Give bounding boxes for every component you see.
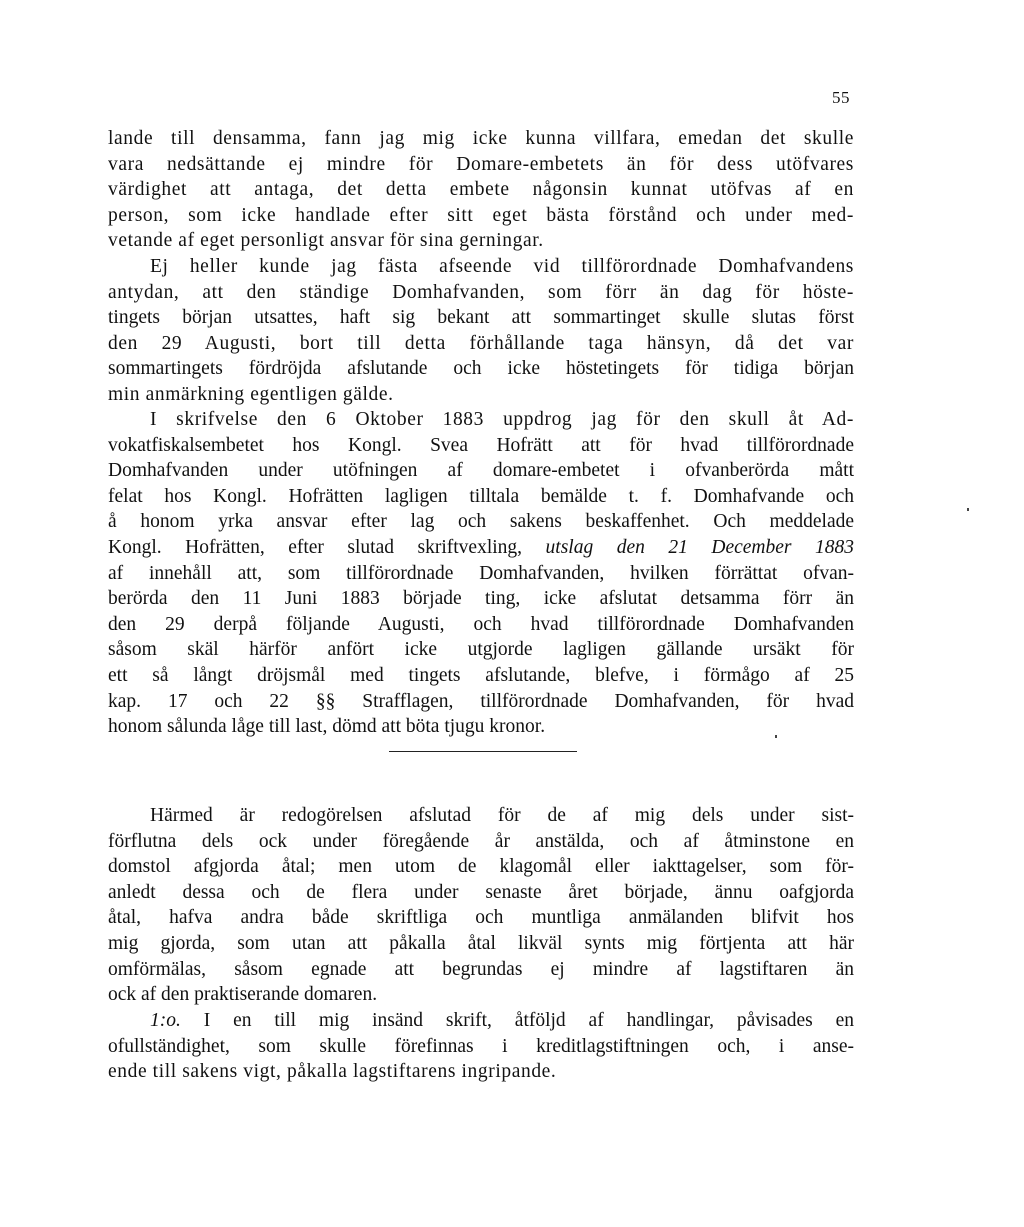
text-line: vokatfiskalsembetet hos Kongl. Svea Hofrätt att för hvad tillförordnade [108,434,854,456]
text-line: af innehåll att, som tillförordnade Domhafvanden, hvilken förrättat ofvan- [108,562,854,584]
text-line: lande till densamma, fann jag mig icke kunna villfara, emedan det skulle [108,128,854,149]
text-line: berörda den 11 Juni 1883 började ting, icke afslutat detsamma förr än [108,588,854,610]
text-line: såsom skäl härför anfört icke utgjorde lagligen gällande ursäkt för [108,639,854,661]
paragraph-continuation [108,126,854,254]
text-line: förflutna dels ock under föregående år anstälda, och af åtminstone en [108,830,854,852]
text-line: den 29 derpå följande Augusti, och hvad tillförordnade Domhafvanden [108,613,854,635]
text-line: anledt dessa och de flera under senaste året började, ännu oafgjorda [108,881,854,903]
paragraph-item-1 [108,1008,854,1085]
text-line: person, som icke handlade efter sitt eget bästa förstånd och under med- [108,204,854,226]
text-line: mig gjorda, som utan att påkalla åtal likväl synts mig förtjenta att här [108,932,854,954]
text-line: värdighet att antaga, det detta embete någonsin kunnat utöfvas af en [108,179,854,201]
paragraph-domhafvanden-claim [108,254,854,408]
text-line: I skrifvelse den 6 Oktober 1883 uppdrog jag för den skull åt Ad- [150,409,854,430]
text-line: ock af den praktiserande domaren. [108,984,378,1006]
print-speck [775,735,777,738]
text-line: felat hos Kongl. Hofrätten lagligen tilltala bemälde t. f. Domhafvande och [108,485,854,507]
text-line: antydan, att den ständige Domhafvanden, som förr än dag för höste- [108,281,854,303]
text-line: å honom yrka ansvar efter lag och sakens beskaffenhet. Och meddelade [108,511,854,533]
text-line: min anmärkning egentligen gälde. [108,383,394,405]
text-line: omförmälas, såsom egnade att begrundas ej mindre af lagstiftaren än [108,958,854,980]
text-line: Härmed är redogörelsen afslutad för de af mig dels under sist- [150,805,854,826]
text-line: vetande af eget personligt ansvar för sina gerningar. [108,230,544,252]
print-speck [967,508,969,511]
text-line: ofullständighet, som skulle förefinnas i kreditlagstiftningen och, i anse- [108,1035,854,1057]
text-line: tingets början utsattes, haft sig bekant att sommartinget skulle slutas först [108,307,854,329]
text-segment: Kongl. Hofrätten, efter slutad skriftvexling, [108,536,546,558]
text-line: honom sålunda låge till last, dömd att böta tjugu kronor. [108,716,546,738]
item-label: 1:o. [150,1010,181,1031]
text-segment: I en till mig insänd skrift, åtföljd af handlingar, påvisades en [180,1010,854,1031]
paragraph-skrifvelse [108,407,854,740]
text-line-with-italic [108,535,854,561]
text-line: vara nedsättande ej mindre för Domare-embetets än för dess utöfvares [108,153,854,175]
text-line: Ej heller kunde jag fästa afseende vid tillförordnade Domhafvandens [150,256,854,277]
italic-ruling-date: utslag den 21 December 1883 [545,536,854,558]
text-line: sommartingets fördröjda afslutande och icke höstetingets för tidiga början [108,358,854,380]
text-line: domstol afgjorda åtal; men utom de klagomål eller iakttagelser, som för- [108,856,854,878]
text-line: kap. 17 och 22 §§ Strafflagen, tillförordnade Domhafvanden, för hvad [108,690,854,712]
text-line-with-label [108,1008,854,1034]
paragraph-harmed [108,803,854,1008]
section-divider [389,751,577,752]
text-line: Domhafvanden under utöfningen af domare-embetet i ofvanberörda mått [108,460,854,482]
text-line: den 29 Augusti, bort till detta förhållande taga hänsyn, då det var [108,332,854,354]
text-line: ett så långt dröjsmål med tingets afslutande, blefve, i förmågo af 25 [108,664,854,686]
text-line: ende till sakens vigt, påkalla lagstiftarens ingripande. [108,1061,557,1083]
text-line: åtal, hafva andra både skriftliga och muntliga anmälanden blifvit hos [108,907,854,929]
page-number: 55 [832,88,850,107]
